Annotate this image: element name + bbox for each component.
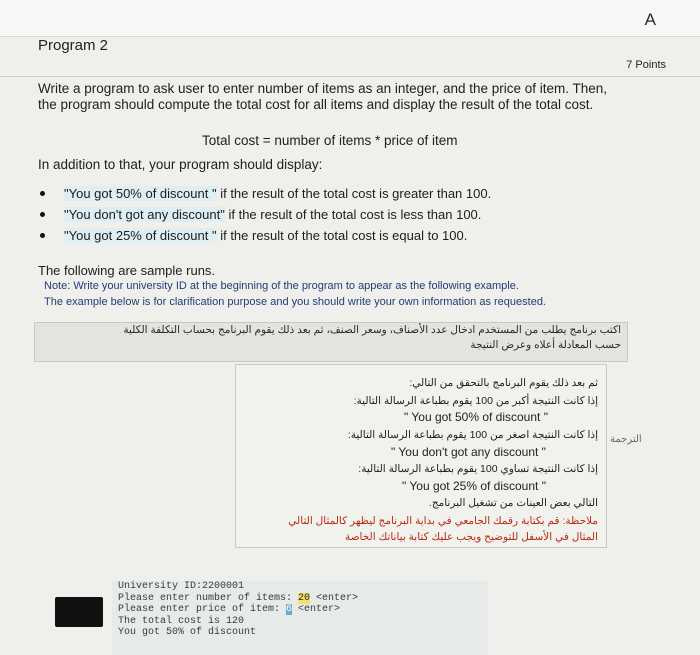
formula: Total cost = number of items * price of item [202, 133, 458, 148]
console-input-price: 6 [286, 604, 293, 615]
bullet-list [40, 184, 491, 247]
console-prompt-price: Please enter price of item: [118, 604, 287, 615]
bullet-rest: if the result of the total cost is equal to 100. [216, 228, 468, 243]
arabic-quote-3: " You got 25% of discount " [402, 479, 546, 493]
bullet-quote: "You don't got any discount" [64, 207, 225, 222]
console-enter-1: <enter> [310, 592, 359, 604]
arabic-line-5: التالي بعض العينات من تشغيل البرنامج. [428, 497, 598, 509]
bullet-quote: "You got 25% of discount " [64, 228, 217, 243]
dark-object [55, 597, 103, 627]
arabic-line-3: إذا كانت النتيجة اصغر من 100 يقوم بطباعة الرسالة التالية: [347, 429, 598, 441]
console-line-5: You got 50% of discount [118, 627, 257, 638]
intro-line-1: Write a program to ask user to enter number of items as an integer, and the price of item. Then, [38, 81, 608, 96]
display-intro: In addition to that, your program should display: [38, 157, 323, 172]
note-line-2: The example below is for clarification purpose and you should write your own information as requested. [44, 296, 546, 308]
sample-console-output [112, 581, 488, 655]
console-line-1: University ID:2200001 [118, 581, 245, 592]
sample-intro: The following are sample runs. [38, 263, 216, 278]
arabic-line-2: إذا كانت النتيجة أكبر من 100 يقوم بطباعة الرسالة التالية: [353, 395, 598, 407]
arabic-note-red-1: ملاحظة: قم بكتابة رقمك الجامعي في بداية البرنامج ليظهر كالمثال التالي [288, 515, 598, 527]
arabic-line-4: إذا كانت النتيجة تساوي 100 يقوم بطباعة الرسالة التالية: [358, 463, 598, 475]
arabic-instructions [34, 322, 628, 362]
console-line-3 [112, 604, 488, 616]
arabic-quote-1: " You got 50% of discount " [404, 410, 548, 424]
bullet-dot-icon [40, 212, 45, 217]
console-enter-2: <enter> [292, 604, 341, 615]
bullet-rest: if the result of the total cost is less than 100. [224, 207, 482, 222]
console-prompt-items: Please enter number of items: [118, 592, 299, 604]
arabic-note-red-2: المثال في الأسفل للتوضيح ويجب عليك كتابة بياناتك الخاصة [345, 531, 598, 543]
section-letter: A [644, 10, 656, 29]
bullet-rest: if the result of the total cost is greater than 100. [216, 186, 492, 201]
bullet-item [40, 205, 491, 226]
console-input-items: 20 [298, 592, 311, 604]
note-line-1: Note: Write your university ID at the beginning of the program to appear as the following example. [44, 280, 519, 292]
arabic-top-line-1: اكتب برنامج يطلب من المستخدم ادخال عدد الأصناف، وسعر الصنف، ثم بعد ذلك يقوم البرنامج بحساب التكلفة الكلية [123, 324, 621, 336]
program-title: Program 2 [38, 37, 109, 54]
side-translation-label: الترجمة [610, 434, 642, 445]
arabic-translation-box [235, 364, 607, 548]
console-line-2 [112, 593, 488, 605]
top-bar [0, 0, 700, 37]
bullet-dot-icon [40, 233, 45, 238]
divider [0, 76, 700, 77]
points-label: 7 Points [626, 59, 666, 71]
bullet-item [40, 184, 491, 205]
arabic-line-1: ثم بعد ذلك يقوم البرنامج بالتحقق من التالي: [409, 377, 598, 389]
bullet-quote: "You got 50% of discount " [64, 186, 217, 201]
console-line-4: The total cost is 120 [118, 615, 245, 627]
arabic-top-line-2: حسب المعادلة أعلاه وعرض النتيجة [470, 339, 621, 351]
bullet-dot-icon [40, 191, 45, 196]
arabic-quote-2: " You don't got any discount " [391, 445, 546, 459]
intro-line-2: the program should compute the total cost for all items and display the result of the total cost. [38, 97, 594, 112]
bullet-item [40, 226, 491, 247]
